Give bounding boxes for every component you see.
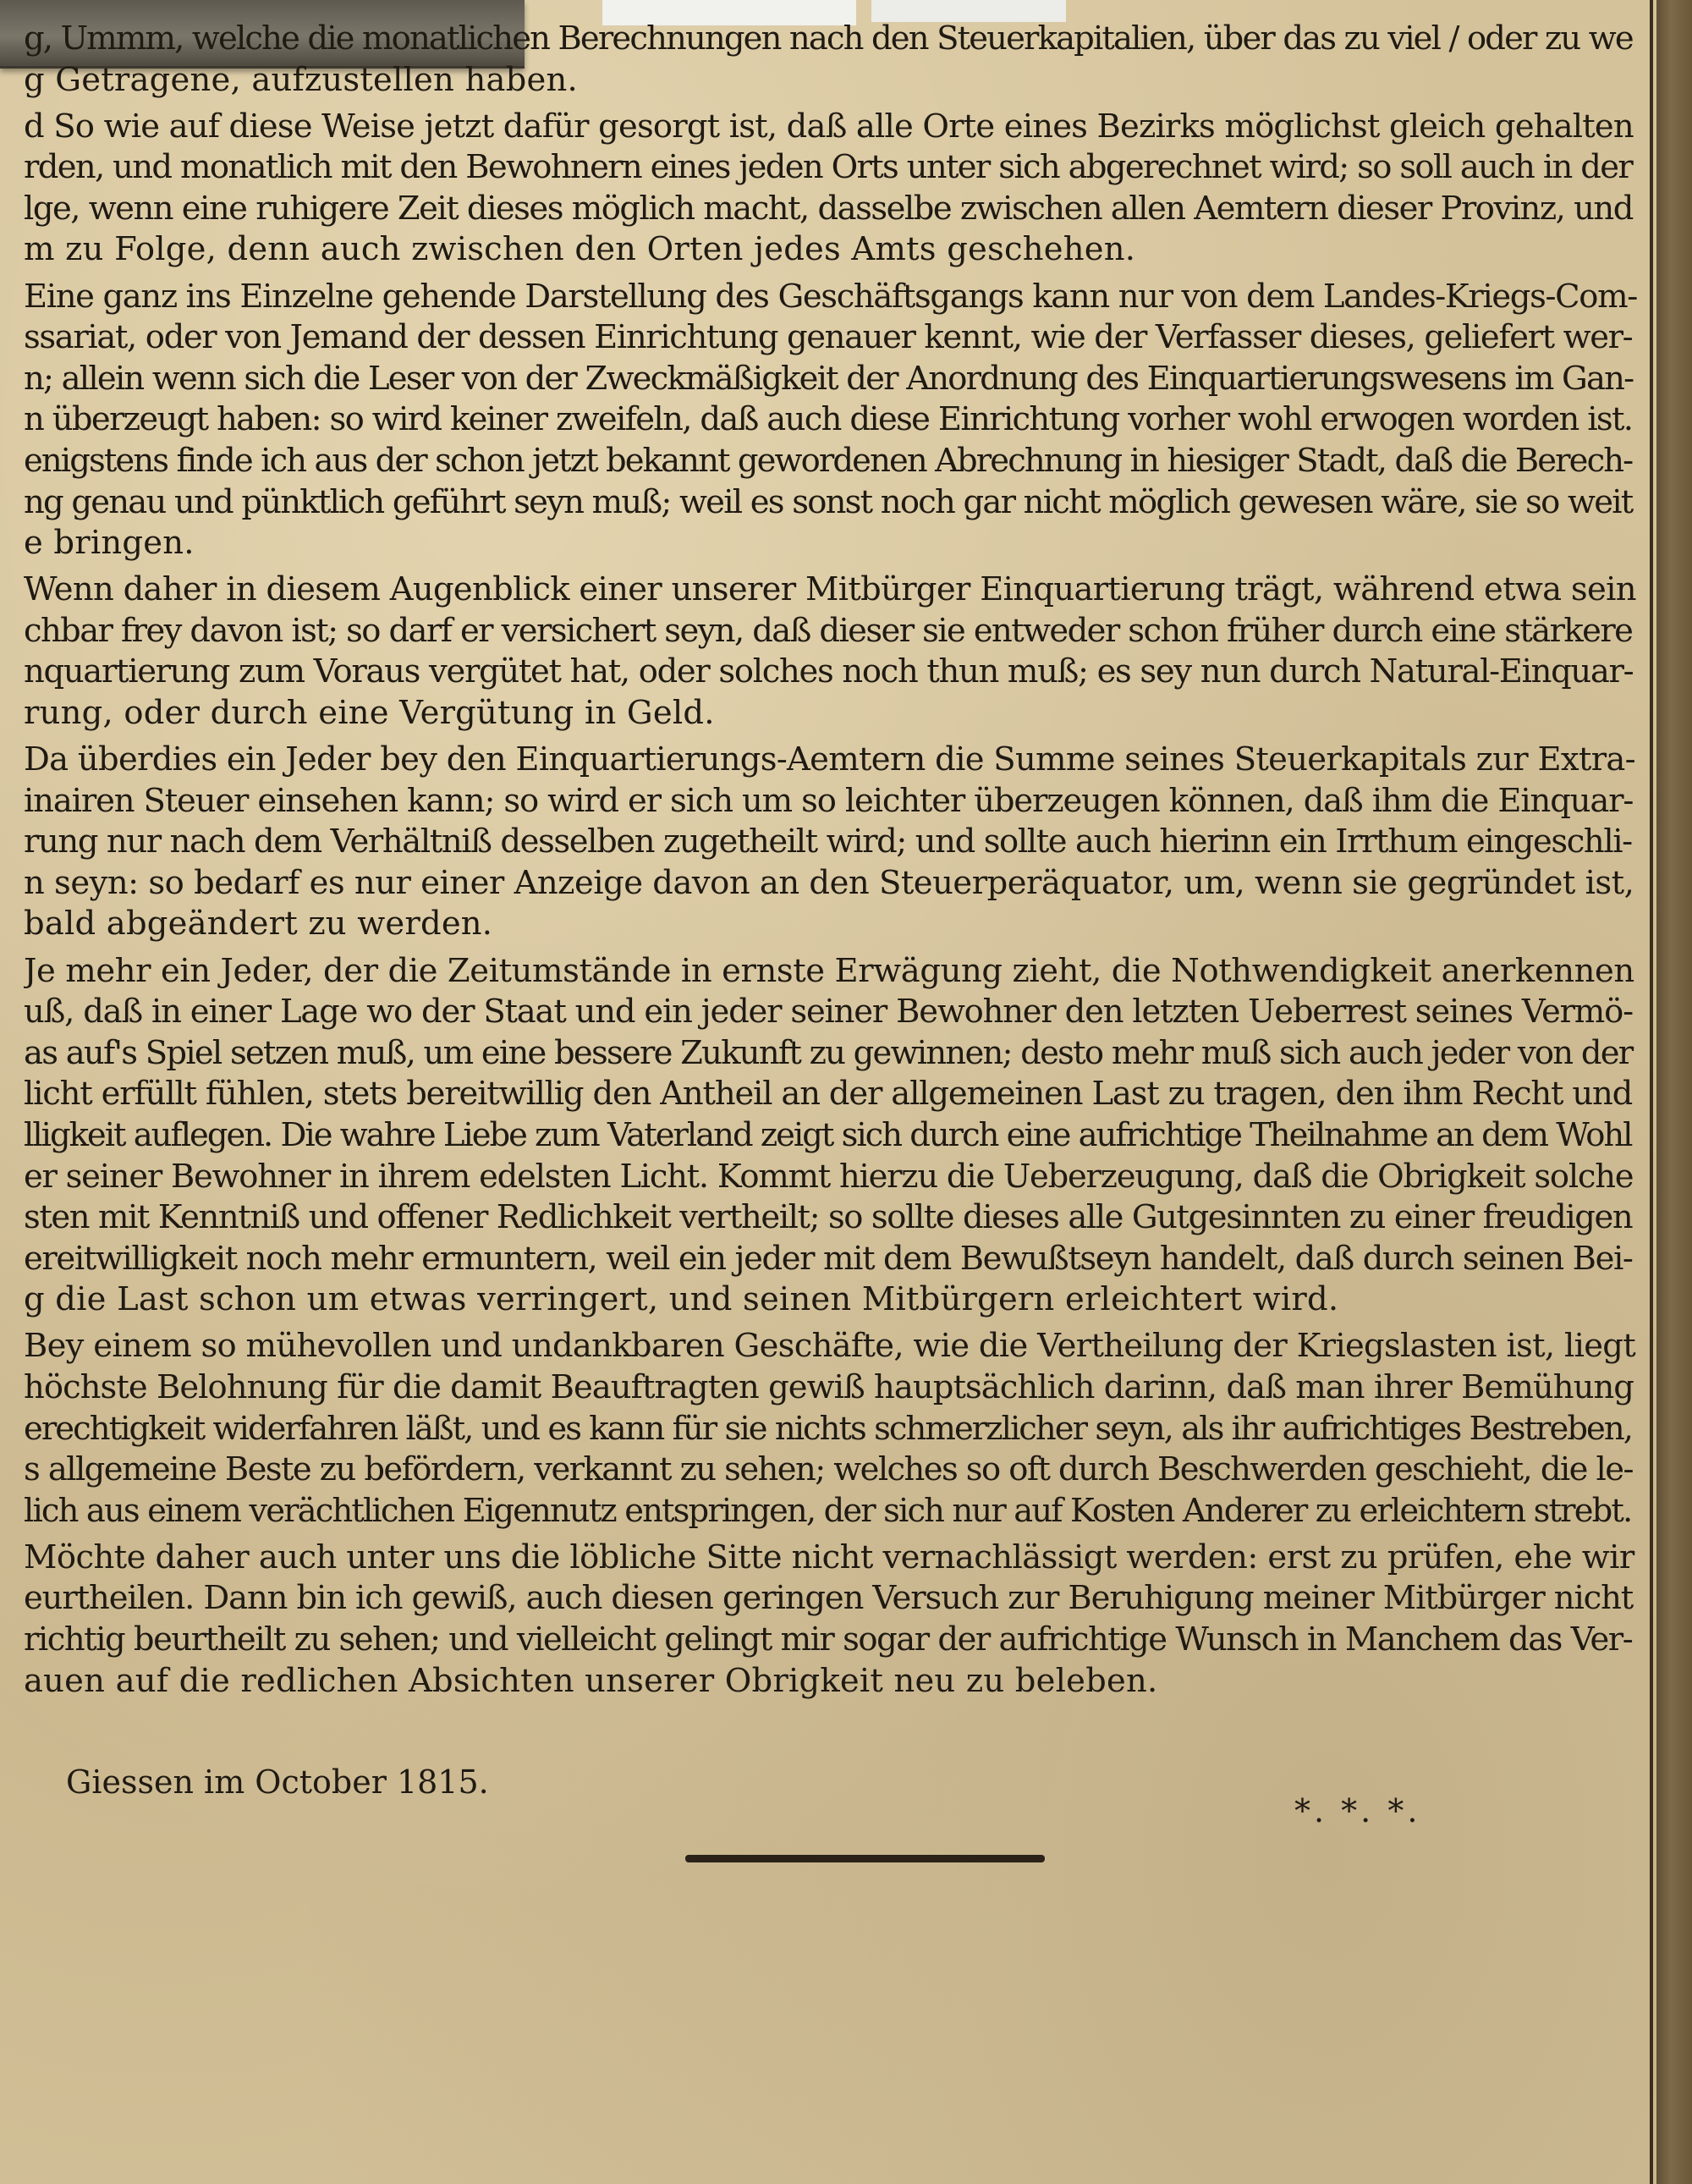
text-line: lligkeit auflegen. Die wahre Liebe zum Vaterland zeigt sich durch eine aufrichtige Theilnahme an dem Wohl: [24, 1115, 1632, 1154]
paragraph-p6: [24, 1326, 1650, 1532]
text-line: g, Ummm, welche die monatlichen Berechnungen nach den Steuerkapitalien, über das zu viel / oder zu we: [24, 19, 1633, 58]
binding-edge: [1656, 0, 1692, 2184]
text-line: lich aus einem verächtlichen Eigennutz entspringen, der sich nur auf Kosten Anderer zu erleichtern strebt.: [24, 1491, 1632, 1530]
text-line: licht erfüllt fühlen, stets bereitwillig den Antheil an der allgemeinen Last zu tragen, den ihm Recht und: [24, 1075, 1633, 1114]
text-line: g die Last schon um etwas verringert, und seinen Mitbürgern erleichtert wird.: [24, 1280, 1339, 1319]
text-line: enigstens finde ich aus der schon jetzt bekannt gewordenen Abrechnung in hiesiger Stadt, daß die Berech-: [24, 441, 1633, 480]
page-gutter-line: [1650, 0, 1653, 2184]
text-line: chbar frey davon ist; so darf er versichert seyn, daß dieser sie entweder schon früher durch eine stärkere: [24, 611, 1633, 650]
text-line: er seiner Bewohner in ihrem edelsten Licht. Kommt hierzu die Ueberzeugung, daß die Obrigkeit solche: [24, 1157, 1634, 1196]
text-line: uß, daß in einer Lage wo der Staat und ein jeder seiner Bewohner den letzten Ueberrest seines Vermö-: [24, 993, 1633, 1031]
text-line: lge, wenn eine ruhigere Zeit dieses möglich macht, dasselbe zwischen allen Aemtern dieser Provinz, und: [24, 189, 1633, 228]
text-line: Je mehr ein Jeder, der die Zeitumstände in ernste Erwägung zieht, die Nothwendigkeit anerkennen: [24, 951, 1634, 990]
text-line: ereitwilligkeit noch mehr ermuntern, weil ein jeder mit dem Bewußtseyn handelt, daß durch seinen Bei-: [24, 1239, 1633, 1278]
text-line: eurtheilen. Dann bin ich gewiß, auch diesen geringen Versuch zur Beruhigung meiner Mitbürger nicht: [24, 1579, 1634, 1618]
text-line: Bey einem so mühevollen und undankbaren Geschäfte, wie die Vertheilung der Kriegslasten ist, liegt: [24, 1327, 1635, 1366]
text-line: Wenn daher in diesem Augenblick einer unserer Mitbürger Einquartierung trägt, während etwa sein: [24, 570, 1636, 609]
paragraph-p7: [24, 1538, 1650, 1702]
paragraph-p4: [24, 740, 1650, 945]
text-line: höchste Belohnung für die damit Beauftragten gewiß hauptsächlich darinn, daß man ihrer Bemühung: [24, 1368, 1634, 1406]
text-line: sten mit Kenntniß und offener Redlichkeit vertheilt; so sollte dieses alle Gutgesinnten zu einer freudigen: [24, 1198, 1633, 1237]
paragraph-p5: [24, 951, 1650, 1321]
text-line: s allgemeine Beste zu befördern, verkannt zu sehen; welches so oft durch Beschwerden geschieht, die le-: [24, 1450, 1633, 1489]
text-line: rung, oder durch eine Vergütung in Geld.: [24, 694, 715, 732]
text-line: inairen Steuer einsehen kann; so wird er sich um so leichter überzeugen können, daß ihm die Einquar-: [24, 781, 1634, 820]
text-line: m zu Folge, denn auch zwischen den Orten jedes Amts geschehen.: [24, 230, 1136, 269]
text-line: rung nur nach dem Verhältniß desselben zugetheilt wird; und sollte auch hierinn ein Irrthum eingeschli-: [24, 822, 1632, 861]
text-line: bald abgeändert zu werden.: [24, 905, 493, 943]
paragraph-p3: [24, 569, 1650, 734]
text-line: e bringen.: [24, 524, 195, 563]
paragraph-p1: [24, 107, 1650, 271]
text-line: ng genau und pünktlich geführt seyn muß; weil es sonst noch gar nicht möglich gewesen wäre, sie so weit: [24, 482, 1633, 521]
paragraph-p2: [24, 277, 1650, 564]
author-signature: *. *. *.: [1294, 1792, 1421, 1829]
closing-rule: [685, 1855, 1045, 1862]
text-line: auen auf die redlichen Absichten unserer Obrigkeit neu zu beleben.: [24, 1661, 1158, 1700]
text-line: erechtigkeit widerfahren läßt, und es kann für sie nichts schmerzlicher seyn, als ihr aufrichtiges Bestreben,: [24, 1409, 1633, 1448]
text-line: richtig beurtheilt zu sehen; und vielleicht gelingt mir sogar der aufrichtige Wunsch in Manchem das Ver-: [24, 1620, 1633, 1659]
text-line: n überzeugt haben: so wird keiner zweifeln, daß auch diese Einrichtung vorher wohl erwogen worden ist.: [24, 400, 1633, 439]
text-line: rden, und monatlich mit den Bewohnern eines jeden Orts unter sich abgerechnet wird; so soll auch in der: [24, 148, 1633, 187]
place-date: Giessen im October 1815.: [66, 1763, 489, 1801]
article-body: [24, 19, 1650, 1708]
text-line: nquartierung zum Voraus vergütet hat, oder solches noch thun muß; es sey nun durch Natural-Einquar-: [24, 652, 1634, 691]
text-line: Eine ganz ins Einzelne gehende Darstellung des Geschäftsgangs kann nur von dem Landes-Kriegs-Com-: [24, 277, 1637, 316]
text-line: n seyn: so bedarf es nur einer Anzeige davon an den Steuerperäquator, um, wenn sie gegründet ist,: [24, 863, 1634, 902]
text-line: d So wie auf diese Weise jetzt dafür gesorgt ist, daß alle Orte eines Bezirks möglichst gleich gehalten: [24, 107, 1634, 146]
text-line: as auf's Spiel setzen muß, um eine bessere Zukunft zu gewinnen; desto mehr muß sich auch jeder von der: [24, 1033, 1633, 1072]
text-line: n; allein wenn sich die Leser von der Zweckmäßigkeit der Anordnung des Einquartierungswesens im Gan-: [24, 359, 1634, 398]
text-line: g Getragene, aufzustellen haben.: [24, 60, 578, 99]
text-line: ssariat, oder von Jemand der dessen Einrichtung genauer kennt, wie der Verfasser dieses, geliefert wer-: [24, 318, 1633, 357]
text-line: Möchte daher auch unter uns die löbliche Sitte nicht vernachlässigt werden: erst zu prüfen, ehe wir: [24, 1538, 1634, 1576]
text-line: Da überdies ein Jeder bey den Einquartierungs-Aemtern die Summe seines Steuerkapitals zur Extra-: [24, 740, 1635, 779]
paragraph-p0: [24, 19, 1650, 101]
